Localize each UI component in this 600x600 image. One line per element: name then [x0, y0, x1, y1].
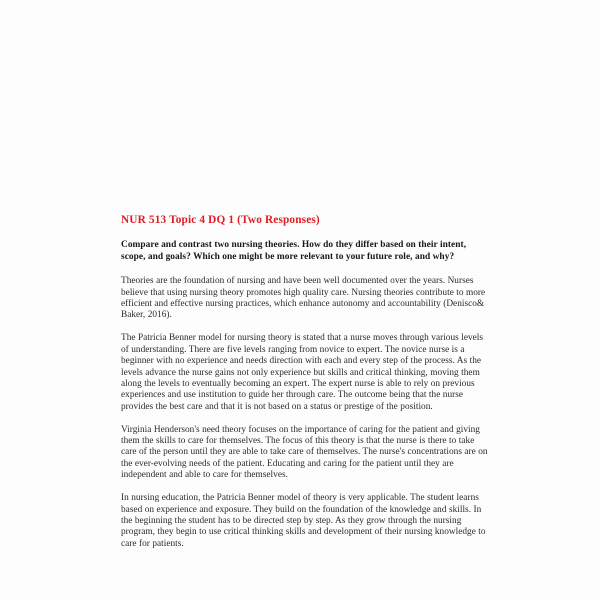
body-paragraph: The Patricia Benner model for nursing theory is stated that a nurse moves through various levels of understanding. There are five levels ranging from novice to expert. The novice nurse is a beginner with no experience and needs direction with each and every step of the process. As the levels advance the nurse gains not only experience but skills and critical thinking, moving them along the levels to eventually becoming an expert. The expert nurse is able to rely on previous experiences and use institution to guide her through care. The outcome being that the nurse provides the best care and that it is not based on a status or prestige of the position.: [121, 333, 484, 412]
document-text-block: [121, 214, 488, 550]
body-paragraph: Theories are the foundation of nursing and have been well documented over the years. Nurses believe that using nursing theory promotes high quality care. Nursing theories contribute to more efficient and effective nursing practices, which enhance autonomy and accountability (Denisco& Baker, 2016).: [121, 276, 486, 321]
body-paragraph: In nursing education, the Patricia Benner model of theory is very applicable. The student learns based on experience and exposure. They build on the foundation of the knowledge and skills. In the beginning the student has to be directed step by step. As they grow through the nursing program, they begin to use critical thinking skills and development of their nursing knowledge to care for patients.: [121, 493, 486, 549]
discussion-prompt: Compare and contrast two nursing theories. How do they differ based on their intent, scope, and goals? Which one might be more relevant to your future role, and why?: [121, 240, 467, 262]
page-title: NUR 513 Topic 4 DQ 1 (Two Responses): [121, 214, 320, 226]
body-paragraph: Virginia Henderson's need theory focuses on the importance of caring for the patient and giving them the skills to care for themselves. The focus of this theory is that the nurse is there to take care of the person until they are able to take care of themselves. The nurse's concentrations are on the ever-evolving needs of the patient. Educating and caring for the patient until they are independent and able to care for themselves.: [121, 424, 488, 481]
